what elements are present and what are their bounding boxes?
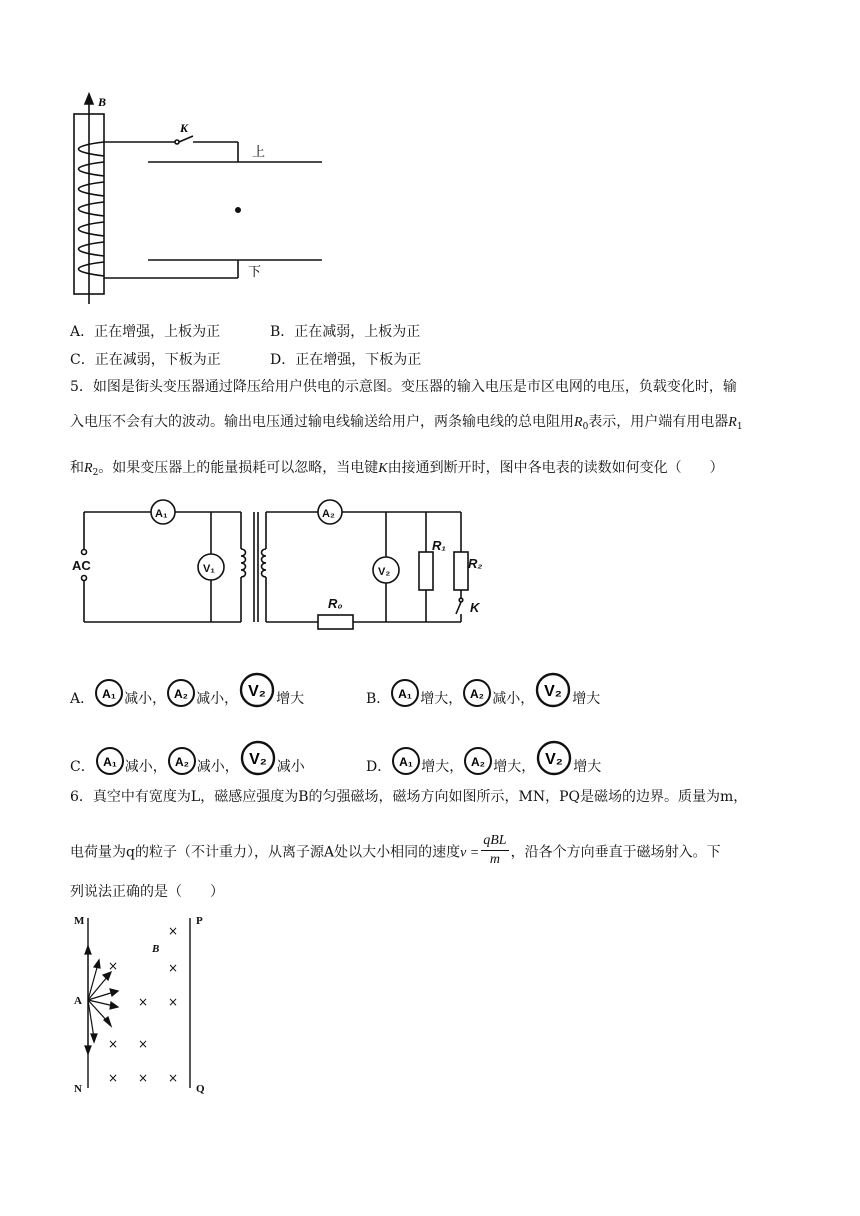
q5-line-1: 5．如图是街头变压器通过降压给用户供电的示意图。变压器的输入电压是市区电网的电压，负载变化时，输: [70, 379, 737, 395]
field-crosses: [108, 924, 178, 1085]
ammeter-a2-icon: [462, 678, 492, 708]
fig2-r2-label: R₂: [468, 556, 483, 571]
q5-line-3: 和$R_2$。如果变压器上的能量损耗可以忽略，当电键K由接通到断开时，图中各电表的读数如何变化（ ）: [70, 460, 724, 478]
q5-line-2: 入电压不会有大的波动。输出电压通过输电线输送给用户，两条输电线的总电阻用$R_0$表示，用户端有用电器$R_1$: [70, 414, 743, 432]
field-cross: ×: [168, 995, 179, 1009]
fig2-a2-label: A₂: [322, 508, 335, 520]
ammeter-a2-icon: [167, 746, 197, 776]
transformer-circuit-figure: [66, 494, 486, 644]
voltmeter-v2-icon: [239, 740, 277, 776]
q5-options-row-2: [70, 736, 670, 776]
magnetic-field-figure: [66, 910, 216, 1100]
field-cross: ×: [108, 959, 119, 973]
q4-option-a[interactable]: A．正在增强，上板为正: [70, 324, 221, 340]
svg-text:A₁: A₁: [398, 687, 413, 701]
q4-option-c[interactable]: C．正在减弱，下板为正: [70, 352, 221, 368]
svg-text:A₁: A₁: [102, 687, 116, 701]
svg-text:V₂: V₂: [248, 751, 267, 768]
field-cross: ×: [108, 1037, 119, 1051]
field-cross: ×: [138, 995, 149, 1009]
svg-text:V₂: V₂: [545, 751, 564, 768]
fig2-r1-label: R₁: [432, 538, 446, 553]
q6-line-1: 6．真空中有宽度为L，磁感应强度为B的匀强磁场，磁场方向如图所示，MN，PQ是磁场的边界。质量为m，: [70, 789, 748, 805]
ammeter-a1-icon: [390, 678, 420, 708]
field-cross: ×: [138, 1071, 149, 1085]
fig1-label-b: B: [98, 95, 107, 109]
svg-text:A₂: A₂: [174, 755, 189, 769]
ammeter-a1-icon: [95, 746, 125, 776]
field-cross: ×: [168, 961, 179, 975]
fig2-v2-label: V₂: [378, 566, 391, 578]
voltmeter-v2-icon: [238, 672, 276, 708]
fig3-label-m: M: [74, 915, 85, 927]
q4-option-b[interactable]: B．正在减弱，上板为正: [270, 324, 421, 340]
svg-text:V₂: V₂: [544, 683, 563, 700]
q6-line-2: 电荷量为q的粒子（不计重力），从离子源A处以大小相同的速度v = $\frac{\text{qBL}}{m}$ ，沿各个方向垂直于磁场射入。下: [70, 833, 721, 867]
ammeter-a1-icon: [391, 746, 421, 776]
svg-text:A₁: A₁: [102, 755, 117, 769]
voltmeter-v2-icon: [534, 672, 572, 708]
fig1-label-bottom: 下: [248, 265, 262, 280]
svg-text:A₂: A₂: [471, 755, 486, 769]
q5-option-a[interactable]: A． A₁ 减小， A₂ 减小， V₂ 增大: [70, 668, 304, 708]
solenoid-capacitor-figure: [60, 92, 340, 307]
voltmeter-v2-icon: [535, 740, 573, 776]
fig2-ac-label: AC: [72, 558, 91, 573]
fig1-label-k: K: [180, 121, 189, 135]
fig2-r0-label: R₀: [328, 596, 343, 611]
field-cross: ×: [168, 1071, 179, 1085]
q5-options-row-1: [70, 668, 670, 708]
q5-option-b[interactable]: B． A₁ 增大， A₂ 减小， V₂ 增大: [366, 668, 600, 708]
q4-option-d[interactable]: D．正在增强，下板为正: [270, 352, 422, 368]
field-cross: ×: [168, 924, 179, 938]
fig3-label-a: A: [74, 995, 82, 1007]
field-cross: ×: [108, 1071, 119, 1085]
fig2-a1-label: A₁: [155, 508, 168, 520]
fig3-label-q: Q: [196, 1083, 205, 1095]
field-cross: ×: [138, 1037, 149, 1051]
ammeter-a1-icon: [94, 678, 124, 708]
fig3-label-b: B: [152, 943, 160, 955]
ammeter-a2-icon: [166, 678, 196, 708]
svg-text:V₂: V₂: [248, 683, 267, 700]
fig2-k-label: K: [470, 600, 480, 615]
fig1-label-top: 上: [252, 145, 266, 160]
fig2-v1-label: V₁: [203, 563, 215, 575]
fig3-label-n: N: [74, 1083, 82, 1095]
q5-option-d[interactable]: D． A₁ 增大， A₂ 增大， V₂ 增大: [366, 736, 601, 776]
svg-text:A₁: A₁: [399, 755, 414, 769]
svg-text:A₂: A₂: [470, 687, 485, 701]
q5-option-c[interactable]: C． A₁ 减小， A₂ 减小， V₂ 减小: [70, 736, 305, 776]
svg-text:A₂: A₂: [174, 687, 189, 701]
ammeter-a2-icon: [463, 746, 493, 776]
fig3-label-p: P: [196, 915, 203, 927]
q6-line-3: 列说法正确的是（ ）: [70, 884, 224, 900]
